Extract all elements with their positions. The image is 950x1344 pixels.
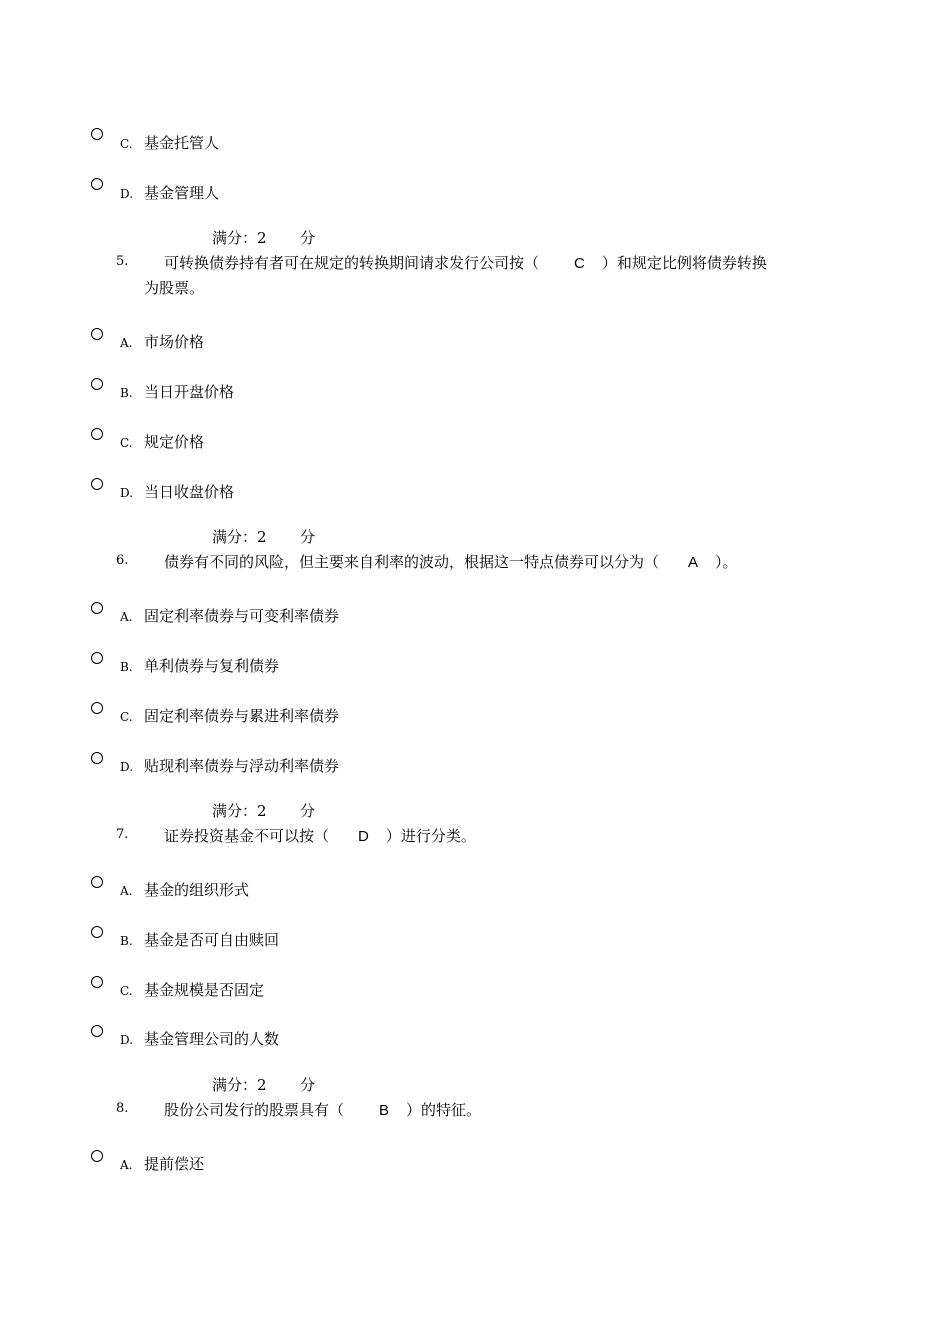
question-text: 可转换债券持有者可在规定的转换期间请求发行公司按（ C ）和规定比例将债券转换 (164, 254, 767, 272)
option-radio[interactable] (91, 178, 103, 190)
option-radio[interactable] (91, 1150, 103, 1162)
answer: D (358, 828, 369, 845)
question-text: 股份公司发行的股票具有（ B ）的特征。 (164, 1101, 482, 1119)
option-label: D. 贴现利率债券与浮动利率债券 (120, 757, 340, 775)
question-number: 7. (116, 827, 129, 842)
option-label: B. 基金是否可自由赎回 (120, 931, 280, 949)
answer: B (379, 1102, 390, 1119)
option-radio[interactable] (91, 602, 103, 614)
option-label: C. 固定利率债券与累进利率债券 (120, 707, 340, 725)
question-number: 8. (116, 1101, 129, 1116)
option-label: A. 提前偿还 (120, 1155, 205, 1173)
option-radio[interactable] (91, 652, 103, 664)
option-radio[interactable] (91, 702, 103, 714)
option-label: D. 基金管理人 (120, 184, 220, 202)
option-radio[interactable] (91, 378, 103, 390)
option-label: A. 固定利率债券与可变利率债券 (120, 607, 340, 625)
question-text: 债券有不同的风险，但主要来自利率的波动，根据这一特点债券可以分为（ A ）。 (164, 553, 738, 571)
option-label: D. 基金管理公司的人数 (120, 1030, 280, 1048)
option-label: B. 单利债券与复利债券 (120, 657, 280, 675)
option-radio[interactable] (91, 1025, 103, 1037)
option-radio[interactable] (91, 752, 103, 764)
option-radio[interactable] (91, 478, 103, 490)
score-label: 满分：2 分 (212, 229, 316, 247)
option-radio[interactable] (91, 926, 103, 938)
option-label: B. 当日开盘价格 (120, 383, 235, 401)
question-text-continued: 为股票。 (144, 279, 205, 297)
score-label: 满分：2 分 (212, 802, 316, 820)
option-radio[interactable] (91, 976, 103, 988)
option-radio[interactable] (91, 428, 103, 440)
answer: A (688, 554, 699, 571)
score-label: 满分：2 分 (212, 528, 316, 546)
option-label: C. 基金规模是否固定 (120, 981, 265, 999)
option-label: A. 基金的组织形式 (120, 881, 250, 899)
option-label: D. 当日收盘价格 (120, 483, 235, 501)
option-label: A. 市场价格 (120, 333, 205, 351)
option-radio[interactable] (91, 128, 103, 140)
question-number: 5. (116, 254, 129, 269)
score-label: 满分：2 分 (212, 1076, 316, 1094)
question-text: 证券投资基金不可以按（ D ）进行分类。 (164, 827, 476, 845)
option-label: C. 规定价格 (120, 433, 205, 451)
option-label: C. 基金托管人 (120, 134, 220, 152)
answer: C (574, 255, 585, 272)
option-radio[interactable] (91, 876, 103, 888)
question-number: 6. (116, 553, 129, 568)
option-radio[interactable] (91, 328, 103, 340)
